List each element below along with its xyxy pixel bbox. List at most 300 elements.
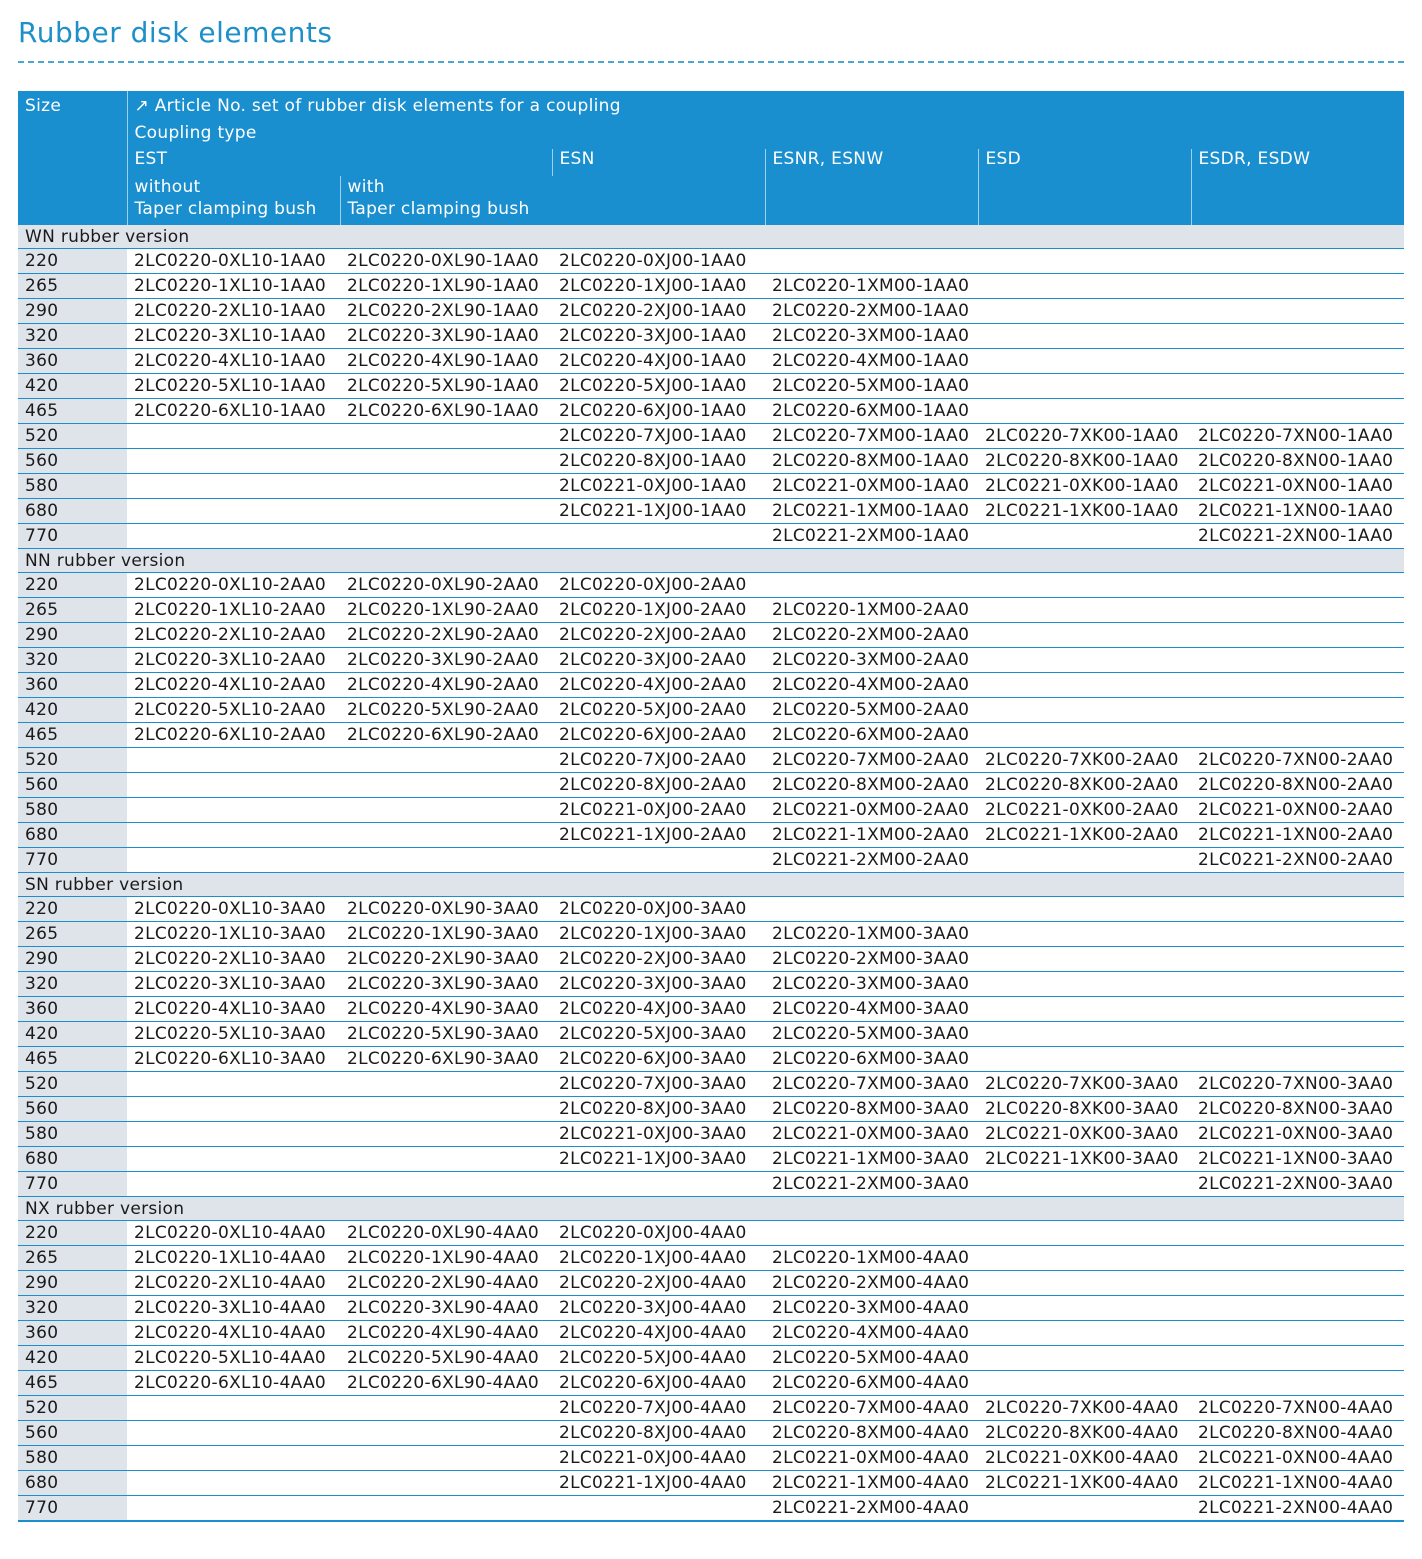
size-cell: 680 [18, 499, 127, 524]
article-number-cell: 2LC0220-5XJ00-1AA0 [552, 374, 765, 399]
article-number-cell [978, 573, 1191, 598]
size-cell: 220 [18, 1221, 127, 1246]
article-number-cell: 2LC0220-2XL10-3AA0 [127, 947, 340, 972]
article-number-cell [978, 1271, 1191, 1296]
article-number-cell: 2LC0221-0XN00-2AA0 [1191, 798, 1404, 823]
size-cell: 580 [18, 1122, 127, 1147]
article-number-cell [978, 723, 1191, 748]
article-number-cell: 2LC0220-6XL90-3AA0 [340, 1047, 552, 1072]
article-number-cell: 2LC0220-5XM00-1AA0 [765, 374, 978, 399]
article-number-cell: 2LC0221-1XK00-3AA0 [978, 1147, 1191, 1172]
article-number-cell: 2LC0220-8XN00-1AA0 [1191, 449, 1404, 474]
article-number-cell [978, 524, 1191, 549]
article-number-cell: 2LC0221-1XJ00-1AA0 [552, 499, 765, 524]
article-number-cell: 2LC0220-0XJ00-1AA0 [552, 249, 765, 274]
article-number-cell [1191, 897, 1404, 922]
article-number-cell [978, 972, 1191, 997]
size-cell: 320 [18, 648, 127, 673]
article-number-cell: 2LC0220-8XK00-4AA0 [978, 1421, 1191, 1446]
article-number-cell: 2LC0220-1XL10-2AA0 [127, 598, 340, 623]
article-number-cell: 2LC0220-3XL90-4AA0 [340, 1296, 552, 1321]
article-number-cell: 2LC0220-1XL90-4AA0 [340, 1246, 552, 1271]
article-number-cell: 2LC0220-6XL10-3AA0 [127, 1047, 340, 1072]
article-number-cell: 2LC0221-0XM00-2AA0 [765, 798, 978, 823]
article-number-cell [978, 1172, 1191, 1197]
article-number-cell: 2LC0220-7XN00-4AA0 [1191, 1396, 1404, 1421]
article-number-cell: 2LC0221-1XK00-2AA0 [978, 823, 1191, 848]
article-number-cell [127, 798, 340, 823]
article-number-cell [340, 524, 552, 549]
article-number-cell: 2LC0220-5XM00-4AA0 [765, 1346, 978, 1371]
article-number-cell [340, 848, 552, 873]
article-number-cell: 2LC0220-7XN00-2AA0 [1191, 748, 1404, 773]
article-number-cell: 2LC0220-6XL10-1AA0 [127, 399, 340, 424]
size-cell: 420 [18, 1022, 127, 1047]
group-label: SN rubber version [18, 873, 1404, 897]
table-row [18, 798, 1404, 823]
page-title: Rubber disk elements [18, 16, 333, 49]
article-number-cell [1191, 648, 1404, 673]
article-number-cell: 2LC0220-3XM00-1AA0 [765, 324, 978, 349]
article-number-cell: 2LC0220-0XJ00-2AA0 [552, 573, 765, 598]
article-number-cell [1191, 299, 1404, 324]
article-number-cell [340, 1122, 552, 1147]
article-number-cell [127, 499, 340, 524]
article-number-cell: 2LC0220-4XM00-2AA0 [765, 673, 978, 698]
article-number-cell [1191, 947, 1404, 972]
article-number-cell: 2LC0220-7XM00-1AA0 [765, 424, 978, 449]
article-number-cell [1191, 1221, 1404, 1246]
article-number-cell [1191, 723, 1404, 748]
article-number-cell [1191, 673, 1404, 698]
article-number-cell: 2LC0220-2XM00-2AA0 [765, 623, 978, 648]
article-number-cell [978, 299, 1191, 324]
article-number-cell: 2LC0220-6XM00-4AA0 [765, 1371, 978, 1396]
article-number-cell: 2LC0220-5XM00-2AA0 [765, 698, 978, 723]
article-number-cell: 2LC0220-3XL10-3AA0 [127, 972, 340, 997]
article-number-cell [978, 997, 1191, 1022]
size-cell: 320 [18, 1296, 127, 1321]
article-number-cell: 2LC0220-4XM00-1AA0 [765, 349, 978, 374]
table-row [18, 573, 1404, 598]
article-number-cell [340, 1471, 552, 1496]
size-cell: 265 [18, 598, 127, 623]
article-number-cell [1191, 1271, 1404, 1296]
size-cell: 420 [18, 1346, 127, 1371]
article-number-cell: 2LC0220-5XL90-2AA0 [340, 698, 552, 723]
article-number-cell: 2LC0220-1XL10-4AA0 [127, 1246, 340, 1271]
article-number-cell [127, 524, 340, 549]
article-number-cell: 2LC0221-1XM00-1AA0 [765, 499, 978, 524]
article-number-cell: 2LC0220-7XN00-3AA0 [1191, 1072, 1404, 1097]
table-row [18, 823, 1404, 848]
table-row [18, 897, 1404, 922]
article-number-cell: 2LC0220-5XL90-3AA0 [340, 1022, 552, 1047]
coupling-type-header: Coupling type [134, 123, 257, 143]
article-number-cell [552, 848, 765, 873]
article-number-cell: 2LC0220-6XJ00-4AA0 [552, 1371, 765, 1396]
table-row [18, 499, 1404, 524]
article-number-cell: 2LC0220-6XM00-3AA0 [765, 1047, 978, 1072]
article-number-cell: 2LC0221-2XM00-1AA0 [765, 524, 978, 549]
size-cell: 560 [18, 773, 127, 798]
article-number-cell [127, 1172, 340, 1197]
article-number-cell: 2LC0220-5XL90-4AA0 [340, 1346, 552, 1371]
article-number-cell: 2LC0220-1XM00-4AA0 [765, 1246, 978, 1271]
size-cell: 520 [18, 748, 127, 773]
article-number-header: ↗ Article No. set of rubber disk elements for a coupling [134, 96, 621, 116]
article-number-cell: 2LC0220-6XM00-2AA0 [765, 723, 978, 748]
article-number-cell: 2LC0220-0XL90-1AA0 [340, 249, 552, 274]
article-number-cell [1191, 324, 1404, 349]
article-number-cell: 2LC0221-0XN00-3AA0 [1191, 1122, 1404, 1147]
size-cell: 560 [18, 1097, 127, 1122]
article-number-cell: 2LC0221-2XM00-2AA0 [765, 848, 978, 873]
article-number-cell: 2LC0220-6XJ00-3AA0 [552, 1047, 765, 1072]
article-number-cell: 2LC0220-1XL90-1AA0 [340, 274, 552, 299]
article-number-cell [1191, 249, 1404, 274]
article-number-cell: 2LC0220-1XL10-1AA0 [127, 274, 340, 299]
size-cell: 320 [18, 972, 127, 997]
article-number-cell: 2LC0221-1XJ00-2AA0 [552, 823, 765, 848]
article-number-cell: 2LC0221-1XM00-4AA0 [765, 1471, 978, 1496]
type-header-esdr-esdw: ESDR, ESDW [1198, 149, 1311, 169]
article-number-cell: 2LC0221-0XJ00-1AA0 [552, 474, 765, 499]
article-number-cell: 2LC0220-6XM00-1AA0 [765, 399, 978, 424]
article-number-cell [127, 1446, 340, 1471]
article-number-cell: 2LC0220-2XL10-1AA0 [127, 299, 340, 324]
size-cell: 360 [18, 1321, 127, 1346]
subheader-without-bush [127, 176, 340, 225]
article-number-cell [1191, 1022, 1404, 1047]
article-number-cell: 2LC0220-4XL10-1AA0 [127, 349, 340, 374]
article-number-cell [978, 1371, 1191, 1396]
table-row [18, 474, 1404, 499]
article-number-cell: 2LC0220-8XM00-1AA0 [765, 449, 978, 474]
table-row [18, 374, 1404, 399]
size-cell: 220 [18, 573, 127, 598]
table-row [18, 1396, 1404, 1421]
article-number-cell: 2LC0221-1XK00-1AA0 [978, 499, 1191, 524]
article-number-cell [978, 947, 1191, 972]
article-number-cell: 2LC0220-4XL90-3AA0 [340, 997, 552, 1022]
article-number-cell: 2LC0221-2XM00-4AA0 [765, 1496, 978, 1522]
article-number-cell: 2LC0221-2XN00-3AA0 [1191, 1172, 1404, 1197]
article-number-cell: 2LC0221-0XK00-3AA0 [978, 1122, 1191, 1147]
group-label: NN rubber version [18, 549, 1404, 573]
article-number-cell [978, 1296, 1191, 1321]
article-number-cell [978, 1496, 1191, 1522]
article-number-cell: 2LC0220-0XJ00-4AA0 [552, 1221, 765, 1246]
table-row [18, 1122, 1404, 1147]
article-number-cell: 2LC0220-1XL90-3AA0 [340, 922, 552, 947]
article-number-cell [340, 474, 552, 499]
article-number-cell: 2LC0220-1XL90-2AA0 [340, 598, 552, 623]
type-header-esnr-esnw: ESNR, ESNW [765, 149, 978, 225]
article-number-cell [1191, 1371, 1404, 1396]
table-row [18, 1446, 1404, 1471]
article-number-cell [978, 324, 1191, 349]
article-number-cell: 2LC0221-0XM00-1AA0 [765, 474, 978, 499]
article-number-cell: 2LC0220-8XN00-3AA0 [1191, 1097, 1404, 1122]
article-number-cell: 2LC0220-7XN00-1AA0 [1191, 424, 1404, 449]
article-number-cell: 2LC0220-1XM00-2AA0 [765, 598, 978, 623]
table-row [18, 1072, 1404, 1097]
size-cell: 520 [18, 1072, 127, 1097]
table-row [18, 1246, 1404, 1271]
table-row [18, 349, 1404, 374]
article-number-cell: 2LC0220-8XK00-3AA0 [978, 1097, 1191, 1122]
table-row [18, 773, 1404, 798]
article-number-cell [1191, 399, 1404, 424]
article-number-cell: 2LC0221-1XK00-4AA0 [978, 1471, 1191, 1496]
article-number-cell [978, 673, 1191, 698]
article-number-cell: 2LC0220-7XM00-3AA0 [765, 1072, 978, 1097]
article-number-cell [127, 1396, 340, 1421]
article-number-cell: 2LC0221-0XM00-3AA0 [765, 1122, 978, 1147]
article-number-cell [765, 573, 978, 598]
table-row [18, 324, 1404, 349]
article-number-cell: 2LC0220-4XL90-4AA0 [340, 1321, 552, 1346]
article-number-cell: 2LC0220-0XL90-4AA0 [340, 1221, 552, 1246]
size-cell: 420 [18, 374, 127, 399]
type-header-esn: ESN [552, 149, 765, 225]
table-row [18, 1221, 1404, 1246]
article-number-cell: 2LC0220-1XJ00-2AA0 [552, 598, 765, 623]
article-number-cell: 2LC0220-7XJ00-2AA0 [552, 748, 765, 773]
size-cell: 770 [18, 848, 127, 873]
article-number-cell: 2LC0220-2XJ00-4AA0 [552, 1271, 765, 1296]
article-number-cell [340, 798, 552, 823]
table-row [18, 1496, 1404, 1522]
article-number-cell: 2LC0220-3XM00-3AA0 [765, 972, 978, 997]
size-cell: 465 [18, 1047, 127, 1072]
article-number-cell [978, 1346, 1191, 1371]
article-number-cell: 2LC0220-1XJ00-1AA0 [552, 274, 765, 299]
size-cell: 580 [18, 798, 127, 823]
article-number-cell: 2LC0220-8XN00-4AA0 [1191, 1421, 1404, 1446]
article-number-cell: 2LC0221-0XK00-4AA0 [978, 1446, 1191, 1471]
article-number-cell [127, 748, 340, 773]
article-number-cell [127, 823, 340, 848]
article-number-cell: 2LC0221-0XN00-1AA0 [1191, 474, 1404, 499]
group-header-row [18, 225, 1404, 249]
article-number-cell: 2LC0220-8XM00-3AA0 [765, 1097, 978, 1122]
size-cell: 360 [18, 673, 127, 698]
article-number-cell: 2LC0220-3XL90-2AA0 [340, 648, 552, 673]
article-number-cell: 2LC0220-5XL10-1AA0 [127, 374, 340, 399]
article-number-cell: 2LC0221-2XN00-2AA0 [1191, 848, 1404, 873]
table-row [18, 673, 1404, 698]
article-number-cell: 2LC0220-5XL10-2AA0 [127, 698, 340, 723]
article-number-cell [340, 1147, 552, 1172]
size-cell: 265 [18, 274, 127, 299]
article-number-cell [1191, 922, 1404, 947]
article-number-cell: 2LC0220-4XJ00-3AA0 [552, 997, 765, 1022]
article-number-cell: 2LC0220-0XL10-1AA0 [127, 249, 340, 274]
article-number-cell: 2LC0220-2XL90-2AA0 [340, 623, 552, 648]
article-number-cell: 2LC0221-1XJ00-3AA0 [552, 1147, 765, 1172]
size-cell: 320 [18, 324, 127, 349]
table-row [18, 1321, 1404, 1346]
article-number-cell [340, 1172, 552, 1197]
article-number-cell: 2LC0220-8XN00-2AA0 [1191, 773, 1404, 798]
table-row [18, 648, 1404, 673]
article-number-cell: 2LC0220-5XJ00-2AA0 [552, 698, 765, 723]
article-number-cell: 2LC0220-4XL90-1AA0 [340, 349, 552, 374]
article-number-cell [978, 274, 1191, 299]
article-number-cell: 2LC0220-4XM00-3AA0 [765, 997, 978, 1022]
article-number-cell: 2LC0220-4XL10-3AA0 [127, 997, 340, 1022]
article-number-cell: 2LC0220-8XK00-1AA0 [978, 449, 1191, 474]
article-number-cell: 2LC0220-3XL10-2AA0 [127, 648, 340, 673]
article-number-cell [552, 1496, 765, 1522]
article-number-cell: 2LC0220-2XJ00-2AA0 [552, 623, 765, 648]
type-header-est: EST [127, 149, 552, 176]
article-number-cell: 2LC0220-2XM00-4AA0 [765, 1271, 978, 1296]
bush-label: Taper clamping bush [347, 199, 530, 219]
article-number-cell: 2LC0220-4XM00-4AA0 [765, 1321, 978, 1346]
article-number-cell: 2LC0220-5XL10-4AA0 [127, 1346, 340, 1371]
article-number-cell [127, 773, 340, 798]
article-number-cell: 2LC0220-6XL10-4AA0 [127, 1371, 340, 1396]
article-number-cell [978, 648, 1191, 673]
article-number-cell [978, 349, 1191, 374]
article-number-cell: 2LC0220-1XL10-3AA0 [127, 922, 340, 947]
group-label: WN rubber version [18, 225, 1404, 249]
table-row [18, 1147, 1404, 1172]
article-number-cell [765, 1221, 978, 1246]
article-number-cell [127, 1471, 340, 1496]
article-number-cell: 2LC0220-1XJ00-3AA0 [552, 922, 765, 947]
article-number-cell [127, 848, 340, 873]
article-number-cell [1191, 1321, 1404, 1346]
article-number-cell: 2LC0221-0XJ00-4AA0 [552, 1446, 765, 1471]
article-number-cell [340, 1396, 552, 1421]
article-number-cell [1191, 274, 1404, 299]
article-number-cell [978, 848, 1191, 873]
size-cell: 520 [18, 1396, 127, 1421]
article-number-cell: 2LC0220-7XJ00-4AA0 [552, 1396, 765, 1421]
article-number-cell: 2LC0220-8XJ00-2AA0 [552, 773, 765, 798]
article-number-cell [552, 524, 765, 549]
table-row [18, 274, 1404, 299]
article-number-cell [127, 424, 340, 449]
article-number-cell: 2LC0220-3XL90-3AA0 [340, 972, 552, 997]
article-number-cell: 2LC0220-6XL10-2AA0 [127, 723, 340, 748]
article-number-cell [1191, 349, 1404, 374]
article-number-cell [765, 897, 978, 922]
article-number-cell: 2LC0221-1XN00-1AA0 [1191, 499, 1404, 524]
size-cell: 770 [18, 1496, 127, 1522]
table-row [18, 922, 1404, 947]
article-number-cell [1191, 1296, 1404, 1321]
article-number-cell [127, 1421, 340, 1446]
article-number-cell [978, 1321, 1191, 1346]
article-number-cell: 2LC0220-4XJ00-2AA0 [552, 673, 765, 698]
table-row [18, 1421, 1404, 1446]
size-cell: 465 [18, 399, 127, 424]
article-number-cell [340, 1072, 552, 1097]
article-number-cell: 2LC0220-6XL90-1AA0 [340, 399, 552, 424]
article-number-cell: 2LC0220-3XL90-1AA0 [340, 324, 552, 349]
article-number-cell: 2LC0221-1XJ00-4AA0 [552, 1471, 765, 1496]
article-number-cell [978, 249, 1191, 274]
article-number-cell: 2LC0220-0XL10-4AA0 [127, 1221, 340, 1246]
article-number-cell: 2LC0220-8XJ00-4AA0 [552, 1421, 765, 1446]
table-row [18, 424, 1404, 449]
article-number-cell [340, 449, 552, 474]
article-number-cell [1191, 573, 1404, 598]
subheader-with-bush [340, 176, 552, 225]
article-number-cell [340, 1421, 552, 1446]
article-number-cell [127, 474, 340, 499]
article-number-cell: 2LC0220-7XM00-2AA0 [765, 748, 978, 773]
article-number-cell: 2LC0221-1XN00-3AA0 [1191, 1147, 1404, 1172]
article-number-cell [127, 1097, 340, 1122]
size-cell: 560 [18, 1421, 127, 1446]
article-number-cell: 2LC0220-3XJ00-2AA0 [552, 648, 765, 673]
article-number-cell: 2LC0220-1XM00-1AA0 [765, 274, 978, 299]
article-number-cell [340, 773, 552, 798]
article-number-cell [978, 1246, 1191, 1271]
table-row [18, 1172, 1404, 1197]
article-number-cell: 2LC0221-2XM00-3AA0 [765, 1172, 978, 1197]
size-cell: 520 [18, 424, 127, 449]
article-number-cell [340, 1496, 552, 1522]
article-number-cell: 2LC0220-8XJ00-1AA0 [552, 449, 765, 474]
article-number-cell [340, 1097, 552, 1122]
article-number-cell [978, 598, 1191, 623]
table-body [18, 225, 1404, 1521]
article-number-cell: 2LC0221-0XK00-2AA0 [978, 798, 1191, 823]
article-number-cell: 2LC0220-7XK00-3AA0 [978, 1072, 1191, 1097]
article-number-cell: 2LC0221-1XM00-2AA0 [765, 823, 978, 848]
article-number-cell: 2LC0221-1XM00-3AA0 [765, 1147, 978, 1172]
article-number-cell: 2LC0221-0XJ00-2AA0 [552, 798, 765, 823]
group-header-row [18, 549, 1404, 573]
article-number-cell: 2LC0220-5XJ00-4AA0 [552, 1346, 765, 1371]
article-number-cell: 2LC0220-2XL90-4AA0 [340, 1271, 552, 1296]
article-number-cell: 2LC0220-2XL90-3AA0 [340, 947, 552, 972]
table-header [18, 91, 1404, 225]
table-row [18, 598, 1404, 623]
article-number-cell: 2LC0221-0XK00-1AA0 [978, 474, 1191, 499]
table-row [18, 723, 1404, 748]
table-row [18, 524, 1404, 549]
article-number-cell: 2LC0220-5XM00-3AA0 [765, 1022, 978, 1047]
article-number-cell: 2LC0220-4XL10-2AA0 [127, 673, 340, 698]
article-number-cell: 2LC0220-2XL10-4AA0 [127, 1271, 340, 1296]
article-number-cell: 2LC0220-2XL90-1AA0 [340, 299, 552, 324]
article-number-cell: 2LC0220-0XL10-3AA0 [127, 897, 340, 922]
without-label: without [134, 177, 201, 197]
article-number-cell: 2LC0220-3XL10-4AA0 [127, 1296, 340, 1321]
size-cell: 770 [18, 524, 127, 549]
article-number-cell: 2LC0220-8XK00-2AA0 [978, 773, 1191, 798]
size-cell: 290 [18, 623, 127, 648]
article-number-cell: 2LC0220-4XJ00-1AA0 [552, 349, 765, 374]
article-number-cell: 2LC0220-7XK00-1AA0 [978, 424, 1191, 449]
table-row [18, 1271, 1404, 1296]
size-cell: 220 [18, 897, 127, 922]
article-number-cell [127, 1072, 340, 1097]
article-number-cell [1191, 972, 1404, 997]
article-number-cell: 2LC0220-2XM00-1AA0 [765, 299, 978, 324]
title-divider [18, 61, 1404, 63]
article-number-cell: 2LC0220-4XL10-4AA0 [127, 1321, 340, 1346]
article-number-cell [1191, 374, 1404, 399]
